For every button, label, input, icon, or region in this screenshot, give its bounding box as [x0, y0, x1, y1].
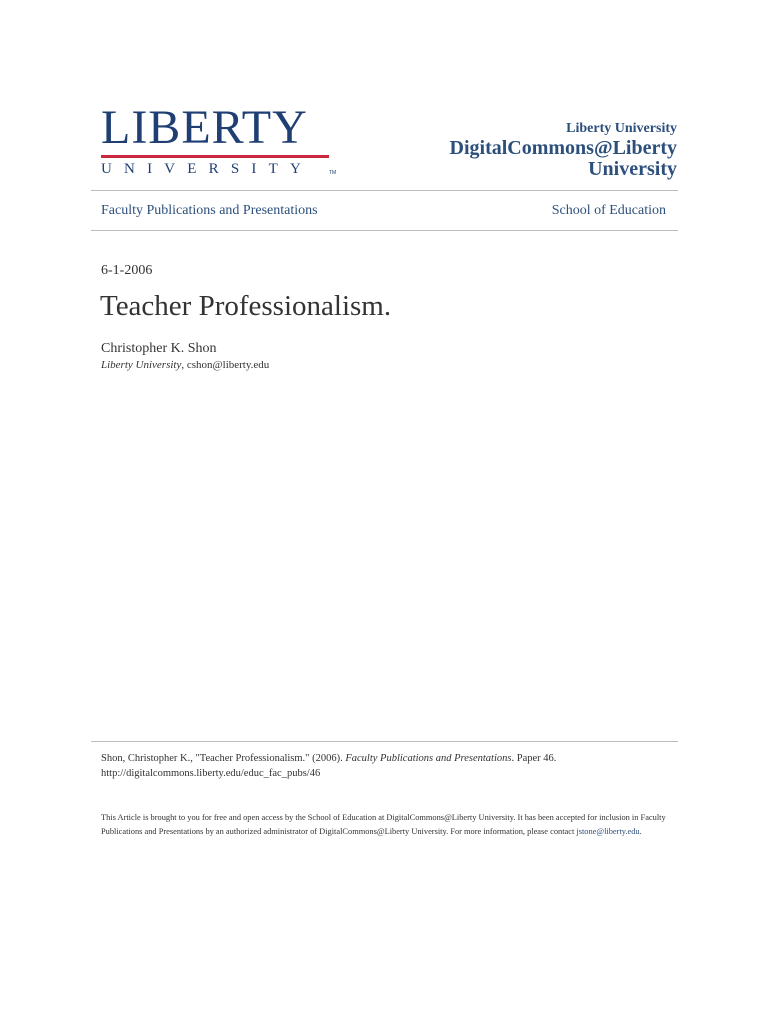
- logo-trademark: TM: [329, 170, 337, 176]
- notice-end: .: [639, 827, 642, 836]
- article-title: Teacher Professionalism.: [100, 290, 392, 322]
- citation-block: [101, 751, 671, 781]
- repository-header[interactable]: [450, 120, 677, 180]
- author-email: cshon@liberty.edu: [186, 359, 270, 371]
- author-name: Christopher K. Shon: [101, 341, 217, 356]
- collection-link[interactable]: Faculty Publications and Presentations: [101, 203, 318, 218]
- citation-suffix: . Paper 46.: [511, 753, 557, 764]
- repository-name-line1: DigitalCommons@Liberty: [449, 137, 677, 159]
- access-notice: [101, 811, 671, 839]
- header-divider-bottom: [91, 230, 678, 231]
- author-affiliation: [101, 358, 269, 372]
- citation-url[interactable]: http://digitalcommons.liberty.edu/educ_fac_pubs/46: [101, 768, 321, 779]
- department-link[interactable]: School of Education: [551, 203, 666, 218]
- logo-subtitle: UNIVERSITY: [101, 161, 313, 177]
- affiliation-separator: ,: [181, 359, 187, 371]
- logo-red-rule: [101, 155, 329, 158]
- header-divider-top: [91, 190, 678, 191]
- logo-wordmark: LIBERTY: [101, 101, 308, 154]
- citation-prefix: Shon, Christopher K., "Teacher Professionalism." (2006).: [101, 753, 346, 764]
- repository-name-line2: University: [588, 158, 677, 180]
- notice-text: This Article is brought to you for free and open access by the School of Education at DigitalCommons@Liberty University. It has been accepted for inclusion in Faculty Publications and Presentations by an authorized administrator of DigitalCommons@Liberty University. For more information, please contact: [101, 813, 666, 836]
- contact-email-link[interactable]: jstone@liberty.edu: [576, 827, 640, 836]
- repository-institution: Liberty University: [566, 121, 677, 136]
- citation-series: Faculty Publications and Presentations: [345, 753, 512, 764]
- citation-divider: [91, 741, 678, 742]
- affiliation-name: Liberty University: [101, 359, 182, 371]
- publication-date: 6-1-2006: [101, 263, 153, 278]
- liberty-university-logo[interactable]: [101, 101, 341, 184]
